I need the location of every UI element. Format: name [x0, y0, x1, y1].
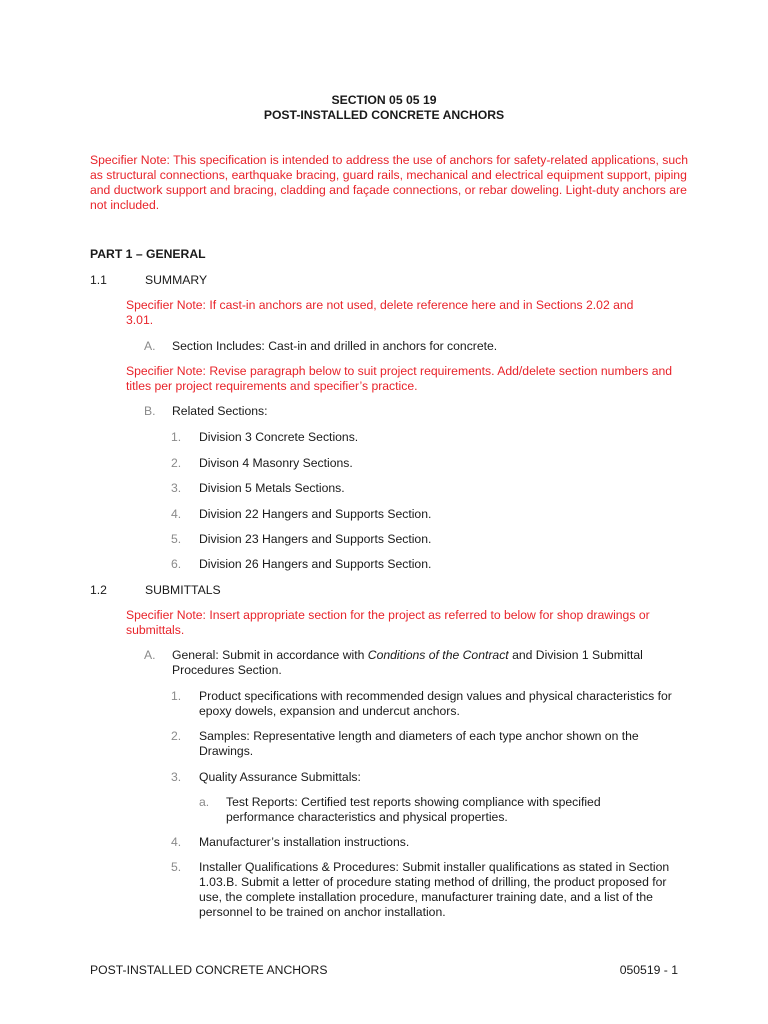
section-number: SECTION 05 05 19: [331, 93, 437, 107]
article-title: SUBMITTALS: [145, 583, 221, 597]
sub-list-letter: a.: [199, 795, 210, 809]
list-item: Product specifications with recommended design values and physical characteristics for epoxy dowels, expansion and undercut anchors.: [199, 689, 672, 718]
paragraph-label: A.: [144, 339, 156, 353]
sub-list-item: Test Reports: Certified test reports showing compliance with specified performance characteristics and physical properties.: [226, 795, 601, 824]
list-item: Division 26 Hangers and Supports Section.: [199, 557, 432, 571]
paragraph-label: B.: [144, 404, 156, 418]
list-item: Manufacturer’s installation instructions.: [199, 835, 410, 849]
list-number: 4.: [171, 835, 182, 849]
list-number: 5.: [171, 860, 182, 874]
list-number: 6.: [171, 557, 182, 571]
list-number: 4.: [171, 507, 182, 521]
paragraph-text: General: Submit in accordance with Conditions of the Contract and Division 1 Submittal Procedures Section.: [172, 648, 643, 677]
list-number: 3.: [171, 481, 182, 495]
list-item: Division 22 Hangers and Supports Section.: [199, 507, 432, 521]
list-number: 1.: [171, 689, 182, 703]
paragraph-label: A.: [144, 648, 156, 662]
paragraph-text: Section Includes: Cast-in and drilled in anchors for concrete.: [172, 339, 498, 353]
article-number: 1.2: [90, 583, 107, 597]
list-number: 5.: [171, 532, 182, 546]
list-item: Division 3 Concrete Sections.: [199, 430, 359, 444]
list-number: 2.: [171, 729, 182, 743]
specifier-note: Specifier Note: Insert appropriate section for the project as referred to below for shop drawings or submittals.: [126, 608, 650, 637]
list-item: Division 23 Hangers and Supports Section.: [199, 532, 432, 546]
list-number: 3.: [171, 770, 182, 784]
list-item: Division 5 Metals Sections.: [199, 481, 345, 495]
list-item: Installer Qualifications & Procedures: Submit installer qualifications as stated in Section 1.03.B. Submit a letter of procedure stating method of drilling, the product proposed for use, the complete installation procedure, manufacturer training date, and a list of the personnel to be trained on anchor installation.: [199, 860, 670, 919]
part-heading: PART 1 – GENERAL: [90, 247, 206, 261]
paragraph-text: Related Sections:: [172, 404, 268, 418]
article-number: 1.1: [90, 273, 107, 287]
page-number: 050519 - 1: [619, 963, 678, 977]
contract-reference: Conditions of the Contract: [367, 648, 509, 662]
list-number: 2.: [171, 456, 182, 470]
section-title: POST-INSTALLED CONCRETE ANCHORS: [263, 108, 505, 122]
specifier-note: Specifier Note: If cast-in anchors are not used, delete reference here and in Sections 2.02 and 3.01.: [126, 298, 634, 327]
article-title: SUMMARY: [145, 273, 208, 287]
footer-title: POST-INSTALLED CONCRETE ANCHORS: [90, 963, 328, 977]
list-item: Samples: Representative length and diameters of each type anchor shown on the Drawings.: [199, 729, 639, 758]
list-number: 1.: [171, 430, 182, 444]
intro-specifier-note: Specifier Note: This specification is intended to address the use of anchors for safety-related applications, such as structural connections, earthquake bracing, guard rails, mechanical and electrical equipment support, piping and ductwork support and bracing, cladding and façade connections, or rebar doweling. Light-duty anchors are not included.: [90, 153, 688, 212]
list-item: Quality Assurance Submittals:: [199, 770, 361, 784]
specifier-note: Specifier Note: Revise paragraph below to suit project requirements. Add/delete section numbers and titles per project requirements and specifier’s practice.: [126, 364, 673, 393]
list-item: Divison 4 Masonry Sections.: [199, 456, 353, 470]
